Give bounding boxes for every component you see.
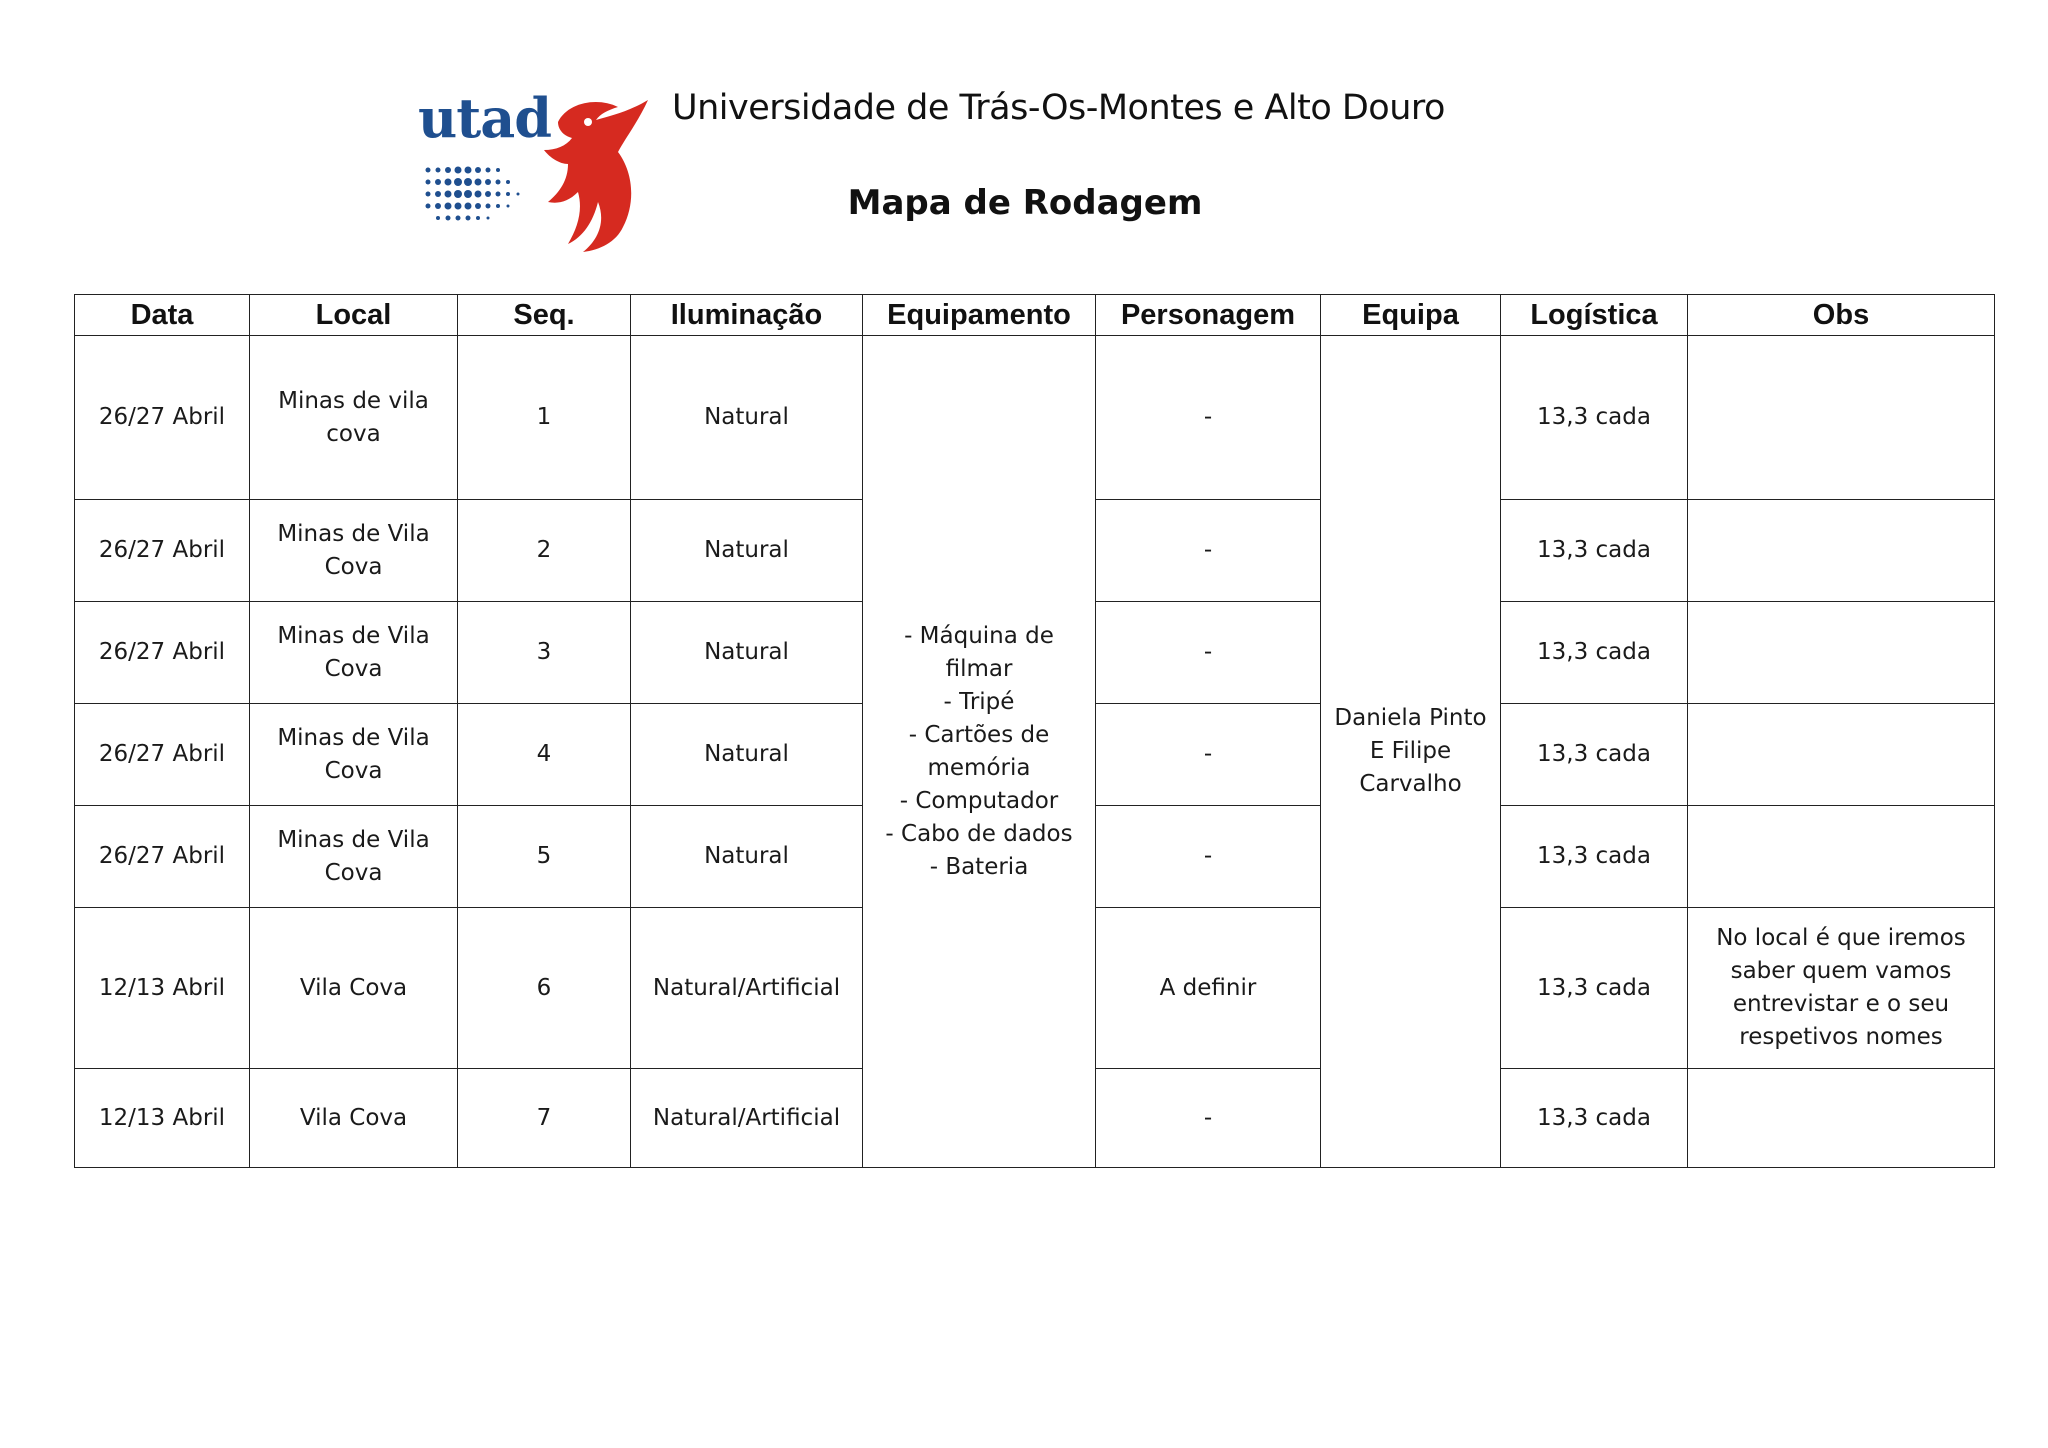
- cell-local: Minas de Vila Cova: [250, 806, 458, 908]
- document-title: Mapa de Rodagem: [847, 183, 1203, 223]
- cell-logistica: 13,3 cada: [1501, 704, 1688, 806]
- cell-obs: [1688, 602, 1995, 704]
- cell-logistica: 13,3 cada: [1501, 500, 1688, 602]
- table-header-row: [75, 295, 1995, 336]
- column-header: Iluminação: [631, 295, 863, 336]
- cell-equipamento: [863, 336, 1096, 1168]
- cell-logistica: 13,3 cada: [1501, 1069, 1688, 1168]
- cell-personagem: -: [1096, 602, 1321, 704]
- phoenix-icon: [538, 92, 658, 252]
- cell-data: 26/27 Abril: [75, 806, 250, 908]
- cell-seq: 7: [458, 1069, 631, 1168]
- cell-personagem: -: [1096, 336, 1321, 500]
- cell-obs: [1688, 806, 1995, 908]
- cell-seq: 1: [458, 336, 631, 500]
- cell-data: 26/27 Abril: [75, 500, 250, 602]
- equipment-item: - Tripé: [943, 688, 1015, 715]
- cell-equipa: Daniela Pinto E Filipe Carvalho: [1321, 336, 1501, 1168]
- column-header: Data: [75, 295, 250, 336]
- cell-local: Minas de Vila Cova: [250, 602, 458, 704]
- cell-personagem: A definir: [1096, 908, 1321, 1069]
- cell-obs: [1688, 500, 1995, 602]
- shooting-schedule-table: [74, 294, 1995, 1168]
- cell-iluminacao: Natural/Artificial: [631, 908, 863, 1069]
- cell-local: Minas de Vila Cova: [250, 704, 458, 806]
- cell-obs: [1688, 704, 1995, 806]
- cell-local: Minas de Vila Cova: [250, 500, 458, 602]
- cell-data: 26/27 Abril: [75, 602, 250, 704]
- cell-seq: 5: [458, 806, 631, 908]
- cell-local: Minas de vila cova: [250, 336, 458, 500]
- cell-iluminacao: Natural: [631, 500, 863, 602]
- column-header: Local: [250, 295, 458, 336]
- cell-logistica: 13,3 cada: [1501, 908, 1688, 1069]
- cell-logistica: 13,3 cada: [1501, 336, 1688, 500]
- cell-data: 12/13 Abril: [75, 908, 250, 1069]
- cell-personagem: -: [1096, 806, 1321, 908]
- cell-iluminacao: Natural: [631, 806, 863, 908]
- cell-logistica: 13,3 cada: [1501, 806, 1688, 908]
- cell-logistica: 13,3 cada: [1501, 602, 1688, 704]
- table-row: [75, 336, 1995, 500]
- university-name: Universidade de Trás-Os-Montes e Alto Douro: [672, 88, 1445, 128]
- cell-iluminacao: Natural: [631, 602, 863, 704]
- equipment-item: - Computador: [899, 787, 1059, 814]
- cell-iluminacao: Natural: [631, 336, 863, 500]
- cell-personagem: -: [1096, 704, 1321, 806]
- cell-personagem: -: [1096, 500, 1321, 602]
- cell-seq: 6: [458, 908, 631, 1069]
- cell-obs: [1688, 1069, 1995, 1168]
- column-header: Logística: [1501, 295, 1688, 336]
- cell-data: 26/27 Abril: [75, 336, 250, 500]
- cell-local: Vila Cova: [250, 1069, 458, 1168]
- cell-obs: No local é que iremos saber quem vamos entrevistar e o seu respetivos nomes: [1688, 908, 1995, 1069]
- column-header: Equipamento: [863, 295, 1096, 336]
- cell-seq: 4: [458, 704, 631, 806]
- equipment-item: - Cartões de memória: [908, 721, 1050, 781]
- column-header: Personagem: [1096, 295, 1321, 336]
- cell-data: 26/27 Abril: [75, 704, 250, 806]
- utad-logo: [418, 86, 638, 248]
- cell-data: 12/13 Abril: [75, 1069, 250, 1168]
- cell-seq: 2: [458, 500, 631, 602]
- cell-local: Vila Cova: [250, 908, 458, 1069]
- logo-dots-graphic: [422, 162, 552, 222]
- equipment-item: - Máquina de filmar: [904, 622, 1054, 682]
- cell-seq: 3: [458, 602, 631, 704]
- column-header: Obs: [1688, 295, 1995, 336]
- cell-iluminacao: Natural/Artificial: [631, 1069, 863, 1168]
- equipment-item: - Bateria: [929, 853, 1029, 880]
- column-header: Seq.: [458, 295, 631, 336]
- logo-text: utad: [418, 86, 551, 150]
- equipment-item: - Cabo de dados: [885, 820, 1073, 847]
- cell-obs: [1688, 336, 1995, 500]
- column-header: Equipa: [1321, 295, 1501, 336]
- cell-personagem: -: [1096, 1069, 1321, 1168]
- cell-iluminacao: Natural: [631, 704, 863, 806]
